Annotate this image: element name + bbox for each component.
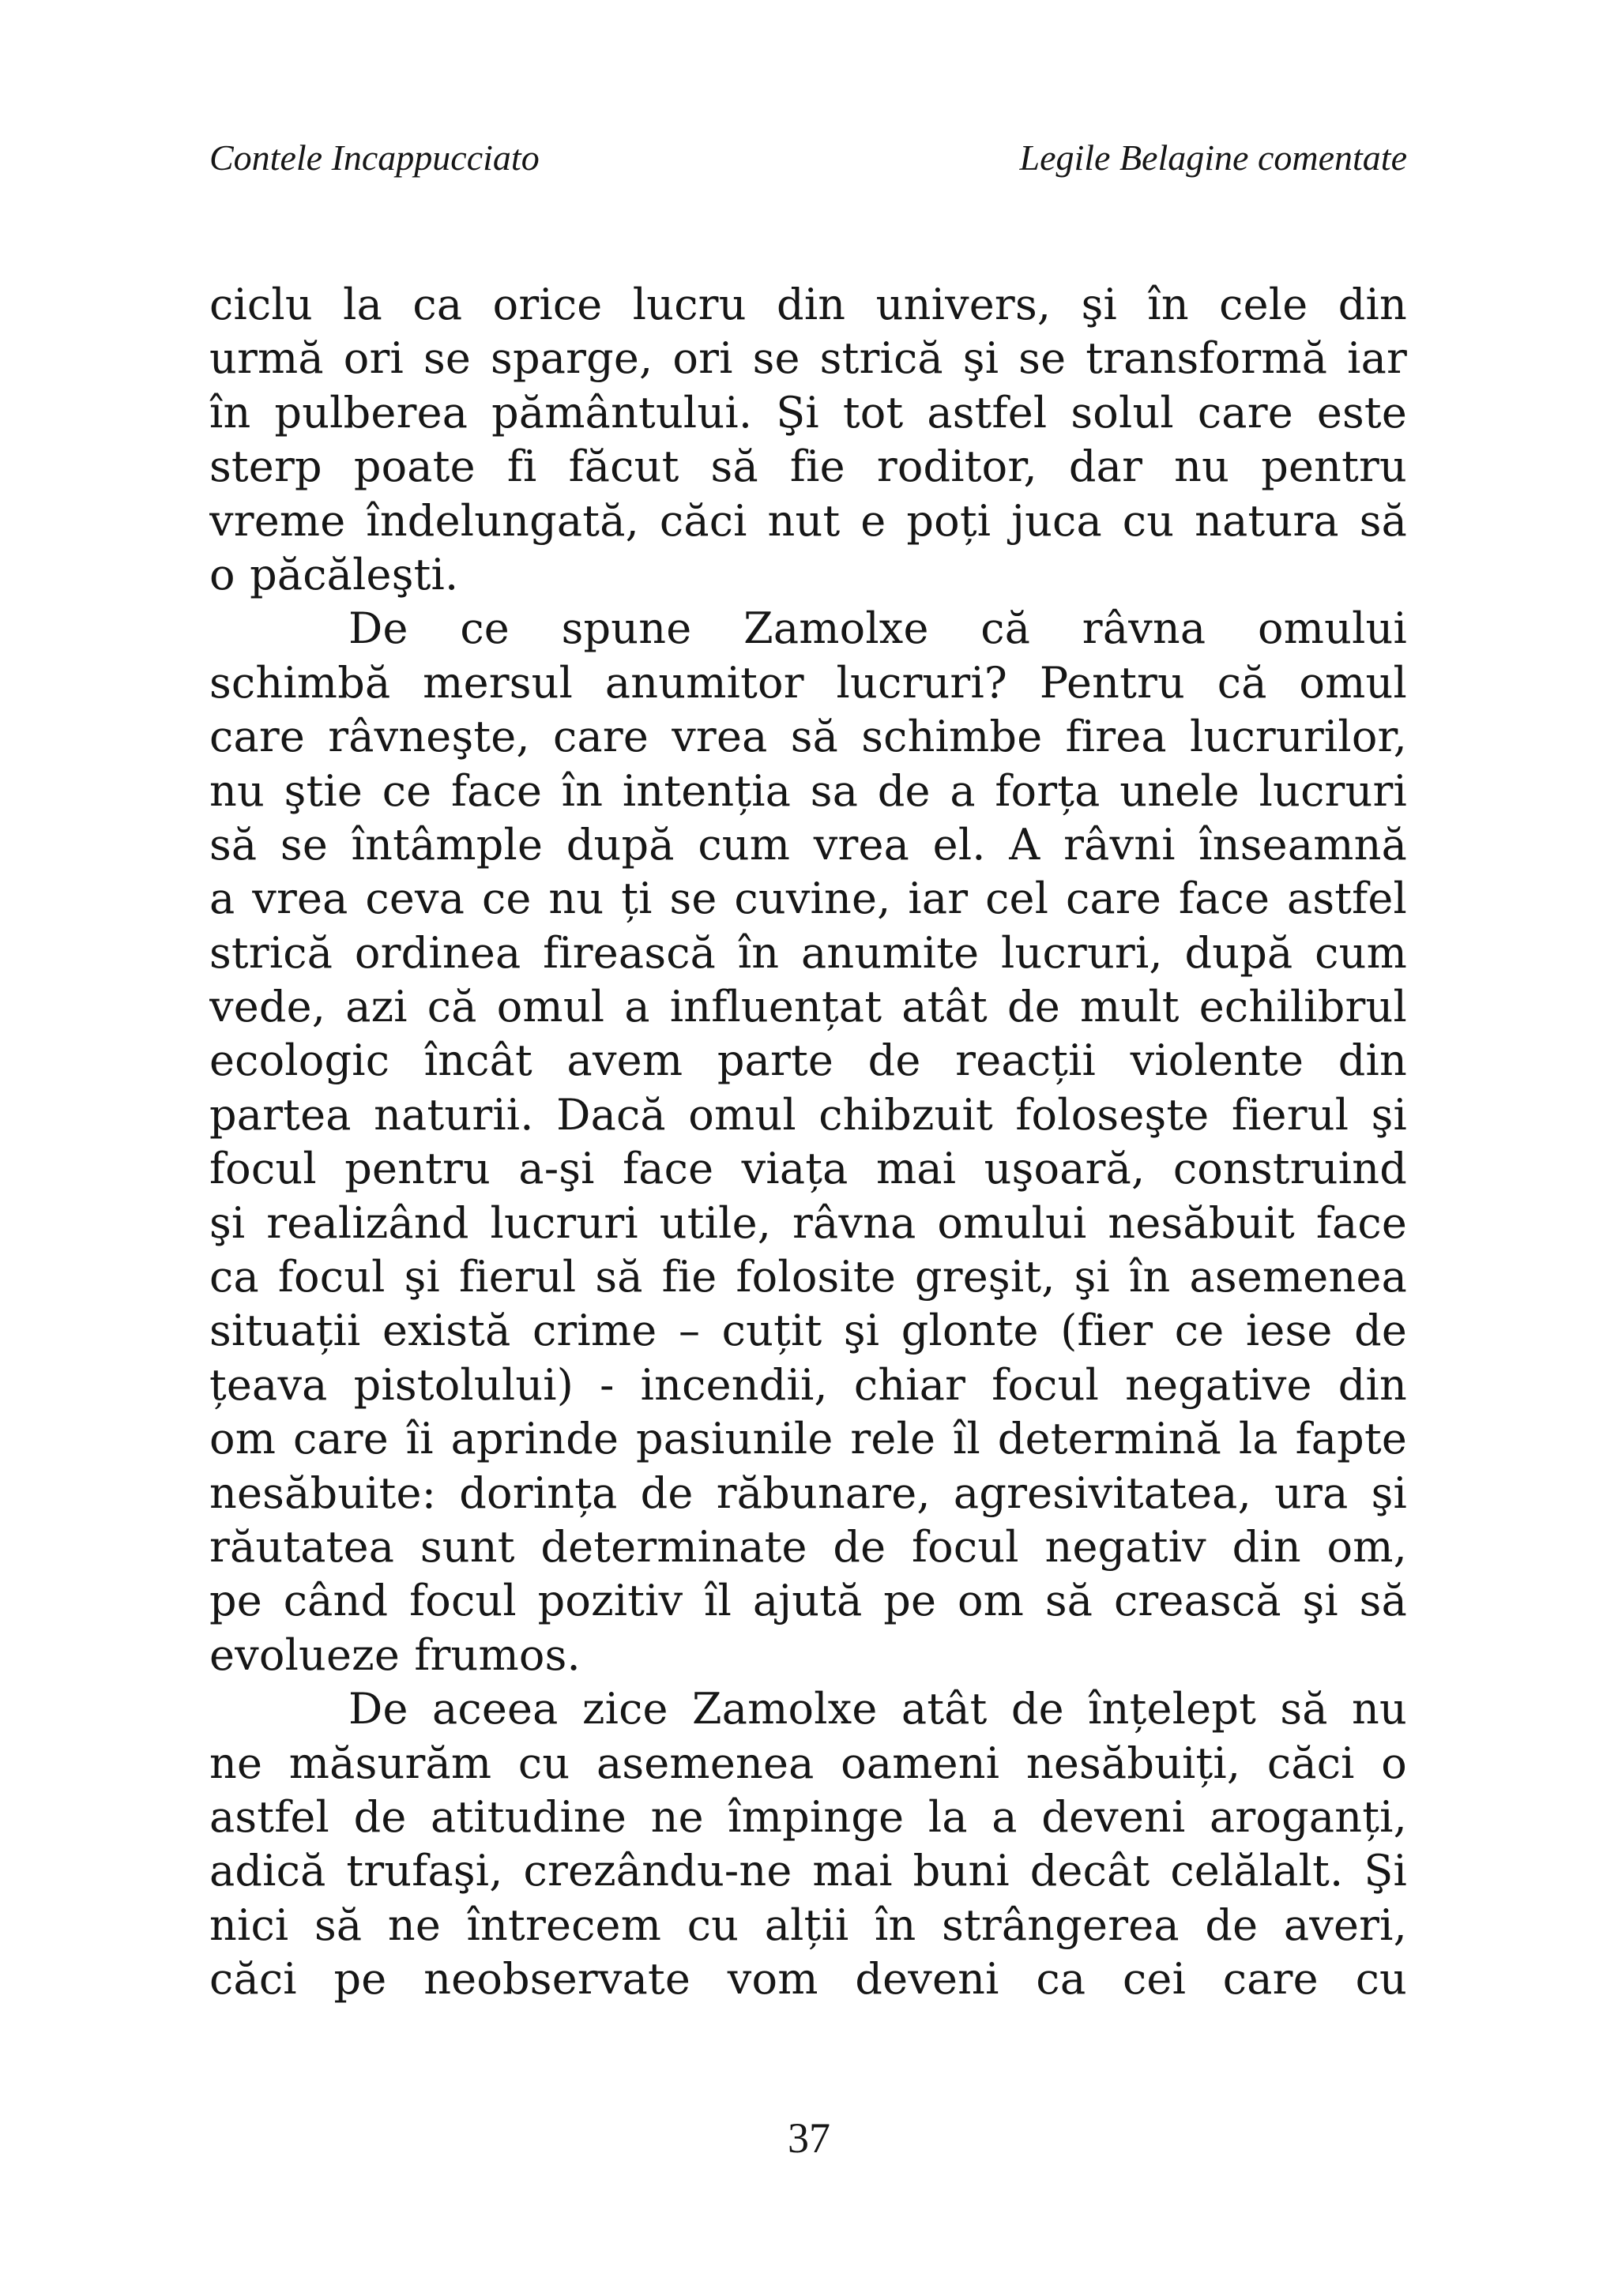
text-line: ca focul şi fierul să fie folosite greşit, şi în asemenea: [209, 1252, 1407, 1302]
text-line: care râvneşte, care vrea să schimbe firea lucrurilor,: [209, 712, 1407, 762]
text-line: şi realizând lucruri utile, râvna omului nesăbuit face: [209, 1197, 1407, 1248]
text-line: partea naturii. Dacă omul chibzuit foloseşte fierul şi: [209, 1089, 1407, 1140]
text-line: De aceea zice Zamolxe atât de înțelept să nu: [348, 1684, 1407, 1734]
text-line: focul pentru a-şi face viața mai uşoară, construind: [209, 1144, 1407, 1194]
text-line: situații există crime – cuțit şi glonte (fier ce iese de: [209, 1306, 1407, 1356]
text-line: nesăbuite: dorința de răbunare, agresivitatea, ura şi: [209, 1467, 1407, 1518]
text-line: o păcăleşti.: [209, 549, 459, 599]
text-line: nici să ne întrecem cu alții în strângerea de averi,: [209, 1900, 1407, 1950]
text-line: răutatea sunt determinate de focul negativ din om,: [209, 1521, 1407, 1572]
text-line: vreme îndelungată, căci nut e poți juca cu natura să: [209, 495, 1407, 546]
body-text: [209, 278, 1407, 2007]
text-line: schimbă mersul anumitor lucruri? Pentru că omul: [209, 657, 1407, 708]
header-author: Contele Incappucciato: [209, 137, 540, 178]
text-line: astfel de atitudine ne împinge la a deveni aroganți,: [209, 1791, 1407, 1842]
text-line: strică ordinea firească în anumite lucruri, după cum: [209, 927, 1407, 978]
text-line: vede, azi că omul a influențat atât de mult echilibrul: [209, 982, 1407, 1032]
text-line: să se întâmple după cum vrea el. A râvni înseamnă: [209, 819, 1407, 870]
text-line: pe când focul pozitiv îl ajută pe om să crească şi să: [209, 1576, 1407, 1626]
page-number: 37: [788, 2114, 830, 2162]
text-line: urmă ori se sparge, ori se strică şi se transformă iar: [209, 333, 1407, 384]
text-line: ne măsurăm cu asemenea oameni nesăbuiți, căci o: [209, 1738, 1407, 1788]
text-line: nu ştie ce face în intenția sa de a forța unele lucruri: [209, 765, 1407, 816]
text-line: ecologic încât avem parte de reacții violente din: [209, 1035, 1407, 1086]
text-line: adică trufaşi, crezându-ne mai buni decât celălalt. Şi: [209, 1846, 1407, 1896]
text-line: căci pe neobservate vom deveni ca cei care cu: [209, 1954, 1407, 2005]
text-line: De ce spune Zamolxe că râvna omului: [348, 603, 1407, 654]
running-header: [209, 134, 1407, 182]
text-line: om care îi aprinde pasiunile rele îl determină la fapte: [209, 1414, 1407, 1464]
text-line: evolueze frumos.: [209, 1629, 581, 1680]
text-line: în pulberea pământului. Şi tot astfel solul care este: [209, 387, 1407, 438]
header-book-title: Legile Belagine comentate: [1019, 137, 1407, 178]
text-line: țeava pistolului) - incendii, chiar focul negative din: [209, 1359, 1407, 1410]
text-line: a vrea ceva ce nu ți se cuvine, iar cel care face astfel: [209, 874, 1407, 924]
text-line: ciclu la ca orice lucru din univers, şi în cele din: [209, 280, 1407, 329]
text-line: sterp poate fi făcut să fie roditor, dar nu pentru: [209, 442, 1407, 492]
